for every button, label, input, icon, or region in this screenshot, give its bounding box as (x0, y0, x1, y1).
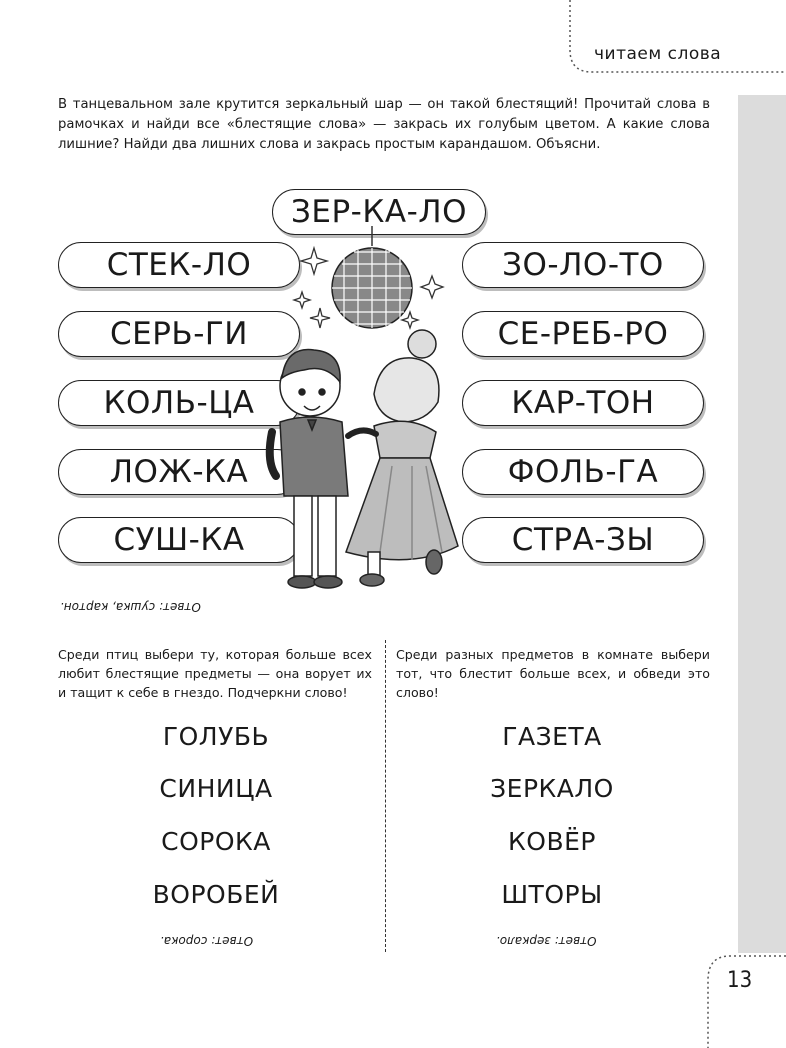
object-word[interactable]: ГАЗЕТА (502, 722, 602, 751)
word-box-right-5[interactable]: СТРА-ЗЫ (462, 517, 704, 563)
word-box-left-1[interactable]: СТЕК-ЛО (58, 242, 300, 288)
side-strip (738, 95, 786, 953)
intro-text: В танцевальном зале крутится зеркальный шар — он такой блестящий! Прочитай слова в рамочках и найди все «блестящие слова» — закрась их голубым цветом. А какие слова лишние? Найди два лишних слова и закрась простым карандашом. Объясни. (58, 97, 710, 152)
header-tab (566, 0, 786, 80)
task-objects-text: Среди разных предметов в комнате выбери тот, что блестит больше всех, и обведи это слово! (396, 647, 710, 700)
answer-birds: Ответ: сорока. (160, 934, 254, 948)
bird-word[interactable]: ГОЛУБЬ (162, 722, 270, 751)
bird-word[interactable]: ВОРОБЕЙ (152, 880, 280, 909)
object-word[interactable]: ЗЕРКАЛО (490, 774, 614, 803)
bird-word[interactable]: СОРОКА (161, 827, 271, 856)
word-box-right-1[interactable]: ЗО-ЛО-ТО (462, 242, 704, 288)
word-box-top[interactable]: ЗЕР-КА-ЛО (272, 189, 486, 235)
word-box-left-4[interactable]: ЛОЖ-КА (58, 449, 300, 495)
word-box-right-3[interactable]: КАР-ТОН (462, 380, 704, 426)
bird-word[interactable]: СИНИЦА (159, 774, 273, 803)
girl-icon (346, 330, 458, 586)
object-word[interactable]: ШТОРЫ (501, 880, 603, 909)
word-box-left-3[interactable]: КОЛЬ-ЦА (58, 380, 300, 426)
dancing-children-illustration (262, 226, 462, 596)
task-birds-text: Среди птиц выбери ту, которая больше всех любит блестящие предметы — она ворует их и тащит к себе в гнездо. Подчеркни слово! (58, 647, 372, 700)
word-box-right-2[interactable]: СЕ-РЕБ-РО (462, 311, 704, 357)
object-word[interactable]: КОВЁР (508, 827, 596, 856)
disco-ball-icon (332, 226, 412, 328)
section-title: читаем слова (594, 44, 722, 64)
page-number: 13 (727, 968, 753, 993)
answer-objects: Ответ: зеркало. (496, 934, 597, 948)
word-box-left-2[interactable]: СЕРЬ-ГИ (58, 311, 300, 357)
boy-icon (270, 350, 348, 588)
word-box-left-5[interactable]: СУШ-КА (58, 517, 300, 563)
word-box-right-4[interactable]: ФОЛЬ-ГА (462, 449, 704, 495)
page-number-tab (700, 950, 786, 1048)
column-divider (385, 640, 386, 952)
answer-1: Ответ: сушка, картон. (60, 600, 201, 614)
